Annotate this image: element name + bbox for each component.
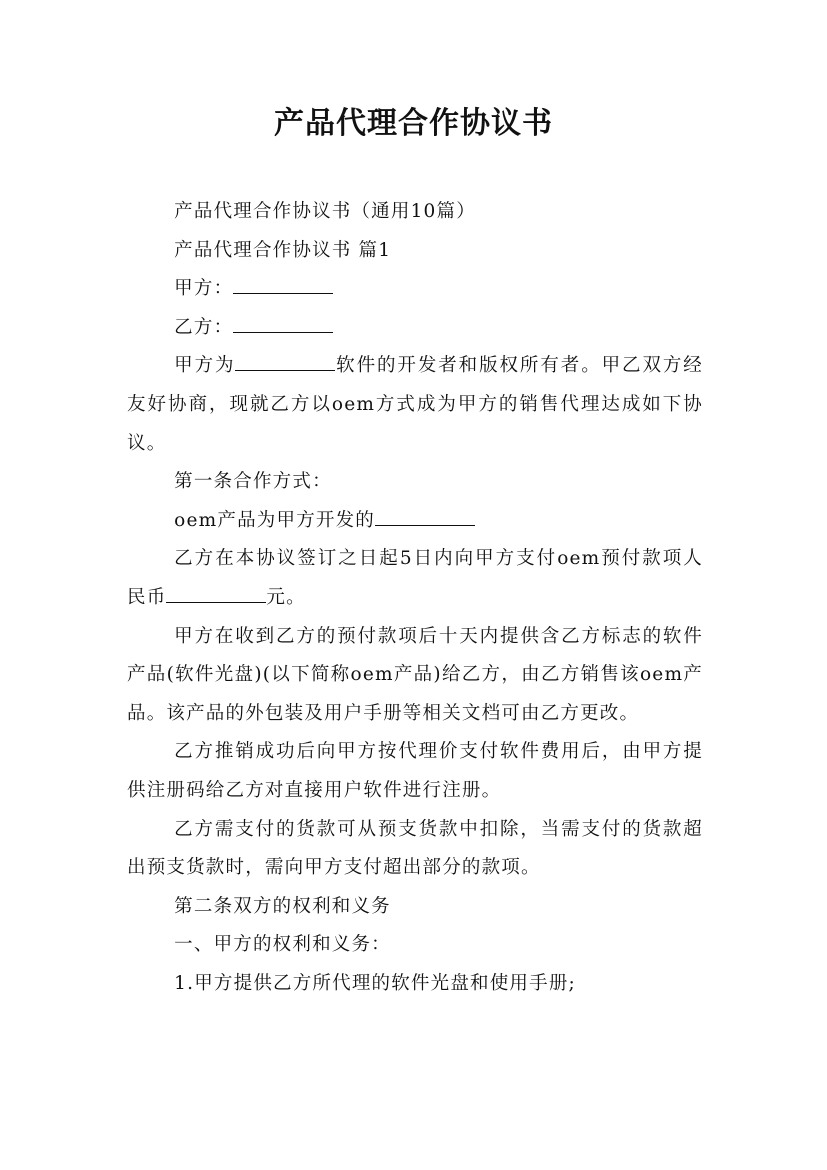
paragraph-article-2-heading: 第二条双方的权利和义务: [174, 895, 391, 917]
prepayment-text-a: 乙方在本协议签订之日起5日内向甲方支付oem预付款项人民币: [127, 548, 703, 608]
prepayment-amount-blank: [166, 601, 266, 603]
party-b-label: 乙方：: [174, 316, 234, 338]
paragraph-prepayment: [127, 540, 703, 617]
intro-text-b: 软件的开发者和版权所有者。甲乙双方经友好协商，现就乙方以oem方式成为甲方的销售代理达成如下协议。: [127, 355, 703, 454]
party-a-blank: [233, 292, 333, 294]
paragraph-article-1-heading: 第一条合作方式：: [174, 471, 332, 493]
paragraph-party-a-rights-heading: 一、甲方的权利和义务：: [174, 934, 391, 956]
party-b-blank: [233, 331, 333, 333]
paragraph-oem-product: [127, 502, 703, 541]
paragraph-subtitle: 产品代理合作协议书（通用10篇）: [174, 201, 476, 222]
paragraph-party-a-duty-1: 1.甲方提供乙方所代理的软件光盘和使用手册;: [174, 972, 576, 994]
party-a-label: 甲方：: [174, 278, 234, 300]
paragraph-registration: 乙方推销成功后向甲方按代理价支付软件费用后，由甲方提供注册码给乙方对直接用户软件进行注册。: [127, 741, 703, 801]
software-name-blank: [235, 369, 335, 371]
paragraph-party-a: [127, 270, 703, 309]
document-title: 产品代理合作协议书: [274, 106, 553, 141]
oem-product-text: oem产品为甲方开发的: [174, 509, 376, 531]
paragraph-section-heading: 产品代理合作协议书 篇1: [174, 239, 392, 261]
paragraph-delivery: 甲方在收到乙方的预付款项后十天内提供含乙方标志的软件产品(软件光盘)(以下简称oem产品)给乙方，由乙方销售该oem产品。该产品的外包装及用户手册等相关文档可由乙方更改。: [127, 625, 703, 724]
prepayment-text-b: 元。: [266, 586, 306, 608]
intro-text-a: 甲方为: [174, 355, 236, 377]
paragraph-payment-deduction: 乙方需支付的货款可从预支货款中扣除，当需支付的货款超出预支货款时，需向甲方支付超出部分的款项。: [127, 818, 703, 879]
oem-product-blank: [375, 524, 475, 526]
document-body: [127, 193, 703, 1003]
paragraph-party-b: [127, 309, 703, 348]
paragraph-intro: [127, 347, 703, 463]
